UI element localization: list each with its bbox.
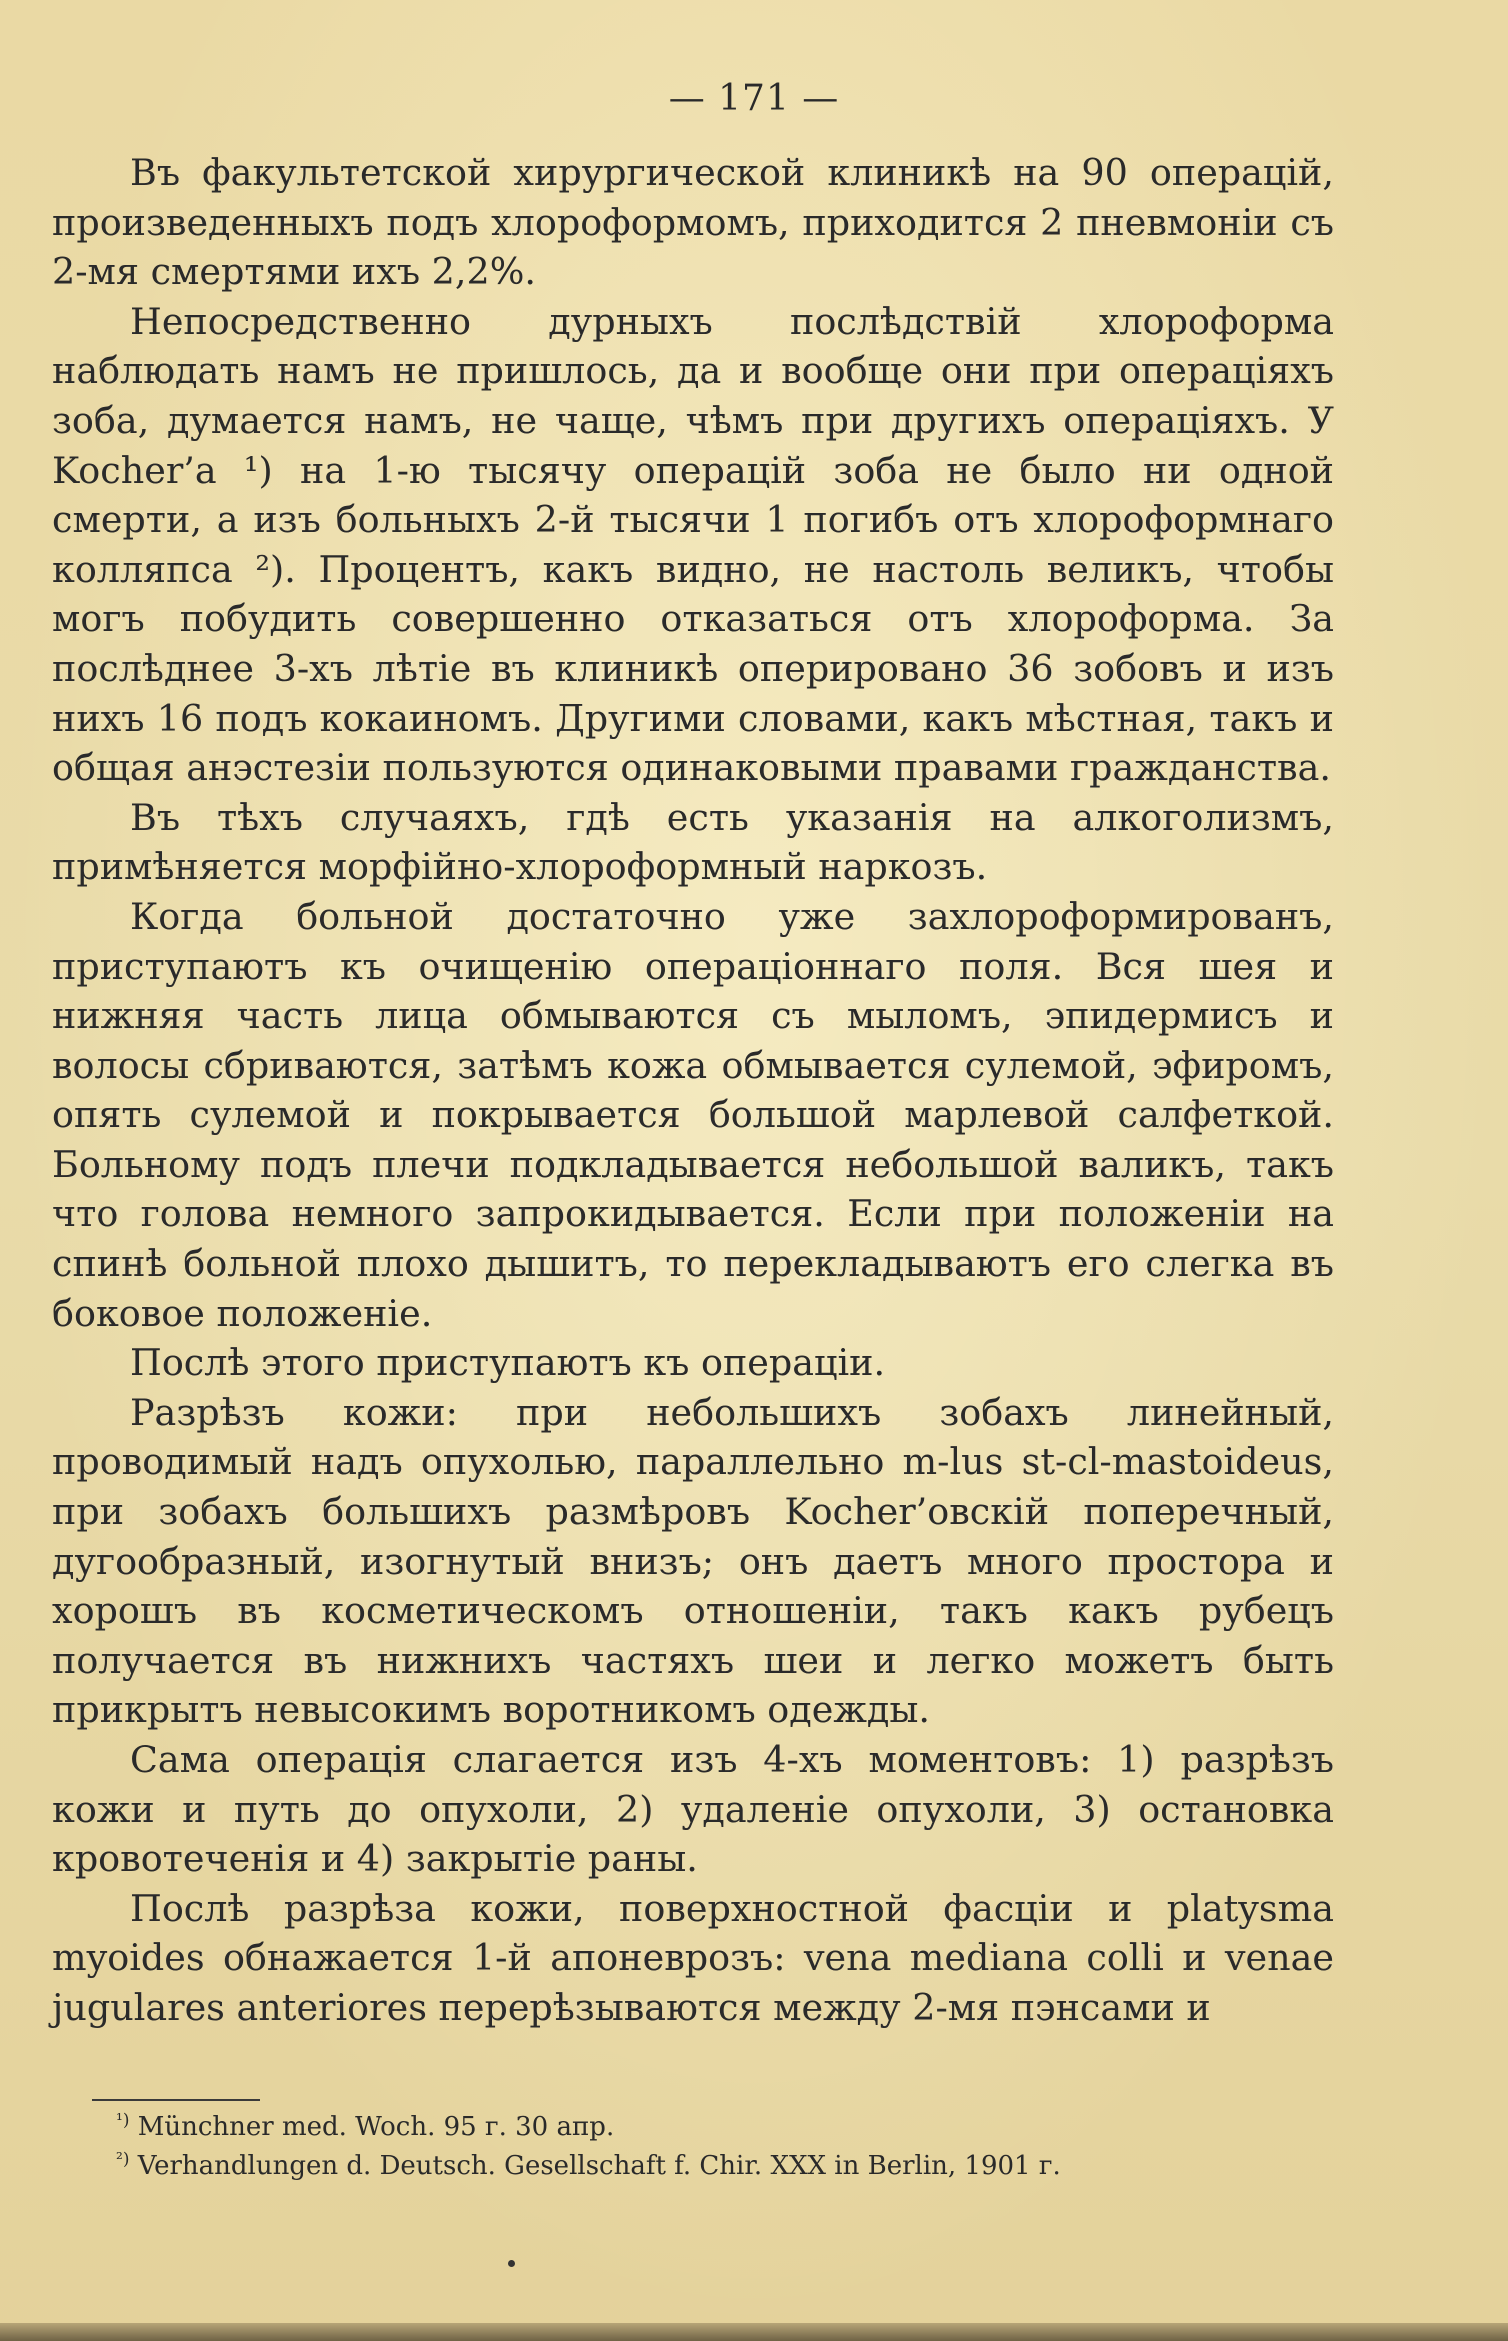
footnote <box>116 2108 1336 2147</box>
footnote-text: Verhandlungen d. Deutsch. Gesellschaft f. Chir. XXX in Berlin, 1901 г. <box>137 2151 1061 2181</box>
footnote-divider <box>92 2099 260 2101</box>
paragraph: Послѣ разрѣза кожи, поверхностной фасціи и platysma myoides обнажается 1-й апоневрозъ: vena mediana colli и venae jugulares anteriores перерѣзываются между 2-мя пэнсами и <box>52 1886 1334 2029</box>
page-number: — 171 — <box>668 78 840 119</box>
footnote-mark: ¹) <box>116 2110 130 2131</box>
paragraph: Разрѣзъ кожи: при небольшихъ зобахъ линейный, проводимый надъ опухолью, параллельно m-lus st-cl-mastoideus, при зобахъ большихъ размѣровъ Kocher’овскій поперечный, дугообразный, изогнутый внизъ; онъ даетъ много простора и хорошъ въ косметическомъ отношеніи, такъ какъ рубецъ получается въ нижнихъ частяхъ шеи и легко можетъ быть прикрытъ невысокимъ воротникомъ одежды. <box>52 1390 1334 1732</box>
ink-dot <box>508 2260 515 2267</box>
footnote <box>116 2147 1336 2186</box>
paragraph: Въ факультетской хирургической клиникѣ на 90 операцій, произведенныхъ подъ хлороформомъ, приходится 2 пневмоніи съ 2-мя смертями ихъ 2,2%. <box>52 151 1334 294</box>
footnotes <box>116 2108 1336 2186</box>
paragraph: Послѣ этого приступаютъ къ операціи. <box>130 1341 886 1385</box>
footnote-mark: ²) <box>116 2149 130 2170</box>
footnote-text: Münchner med. Woch. 95 г. 30 апр. <box>137 2112 615 2142</box>
paragraph: Когда больной достаточно уже захлороформированъ, приступаютъ къ очищенію операціоннаго поля. Вся шея и нижняя часть лица обмываются съ мыломъ, эпидермисъ и волосы сбриваются, затѣмъ кожа обмывается сулемой, эфиромъ, опять сулемой и покрывается большой марлевой салфеткой. Больному подъ плечи подкладывается небольшой валикъ, такъ что голова немного запрокидывается. Если при положеніи на спинѣ больной плохо дышитъ, то перекладываютъ его слегка въ боковое положеніе. <box>52 894 1334 1335</box>
body-text <box>52 148 1334 2033</box>
page-bottom-edge <box>0 2323 1508 2341</box>
paragraph: Сама операція слагается изъ 4-хъ моментовъ: 1) разрѣзъ кожи и путь до опухоли, 2) удаленіе опухоли, 3) остановка кровотеченія и 4) закрытіе раны. <box>52 1738 1334 1881</box>
paragraph: Въ тѣхъ случаяхъ, гдѣ есть указанія на алкоголизмъ, примѣняется морфійно-хлороформный наркозъ. <box>52 795 1334 889</box>
paragraph: Непосредственно дурныхъ послѣдствій хлороформа наблюдать намъ не пришлось, да и вообще они при операціяхъ зоба, думается намъ, не чаще, чѣмъ при другихъ операціяхъ. У Kocher’a ¹) на 1-ю тысячу операцій зоба не было ни одной смерти, а изъ больныхъ 2-й тысячи 1 погибъ отъ хлороформнаго колляпса ²). Процентъ, какъ видно, не настоль великъ, чтобы могъ побудить совершенно отказаться отъ хлороформа. За послѣднее 3-хъ лѣтіе въ клиникѣ оперировано 36 зобовъ и изъ нихъ 16 подъ кокаиномъ. Другими словами, какъ мѣстная, такъ и общая анэстезіи пользуются одинаковыми правами гражданства. <box>52 299 1334 790</box>
